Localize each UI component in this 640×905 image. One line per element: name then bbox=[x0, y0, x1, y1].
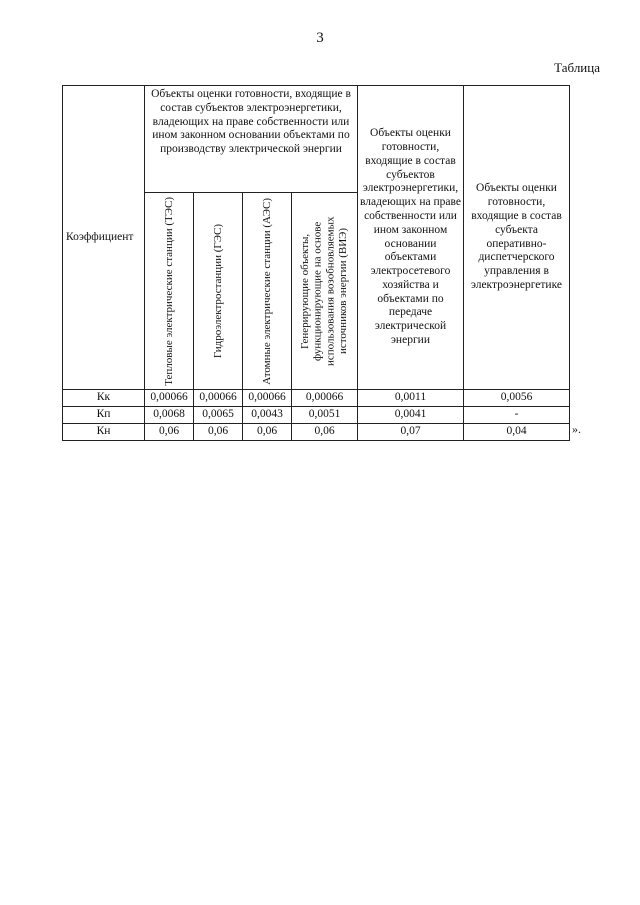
table-cell: 0,07 bbox=[358, 424, 464, 441]
table-cell: 0,06 bbox=[292, 424, 358, 441]
dispatch-objects-header: Объекты оценки готовности, входящие в состав субъекта оперативно-диспетчерского управления в электроэнергетике bbox=[464, 86, 570, 390]
table-cell: 0,06 bbox=[194, 424, 243, 441]
grid-objects-header: Объекты оценки готовности, входящие в состав субъектов электроэнергетики, владеющих на праве собственности или ином законном основании объектами электросетевого хозяйства и объектами по передаче электрической энергии bbox=[358, 86, 464, 390]
subheader-vie bbox=[292, 193, 358, 390]
table-row bbox=[63, 424, 570, 441]
table-cell: 0,00066 bbox=[194, 390, 243, 407]
table-cell: 0,0051 bbox=[292, 407, 358, 424]
table-cell: 0,00066 bbox=[145, 390, 194, 407]
generation-group-header: Объекты оценки готовности, входящие в состав субъектов электроэнергетики, владеющих на праве собственности или ином законном основании объектами по производству электрической энергии bbox=[145, 86, 358, 193]
table-cell: 0,04 bbox=[464, 424, 570, 441]
table-cell: 0,00066 bbox=[243, 390, 292, 407]
table-cell: 0,06 bbox=[243, 424, 292, 441]
table-cell: 0,0011 bbox=[358, 390, 464, 407]
row-label: Кп bbox=[63, 407, 145, 424]
subheader-tes bbox=[145, 193, 194, 390]
table-cell: 0,00066 bbox=[292, 390, 358, 407]
table-cell: - bbox=[464, 407, 570, 424]
subheader-ges bbox=[194, 193, 243, 390]
table-label: Таблица bbox=[554, 60, 600, 75]
table-cell: 0,0041 bbox=[358, 407, 464, 424]
table-row bbox=[63, 407, 570, 424]
subheader-aes-text: Атомные электрические станции (АЭС) bbox=[260, 197, 273, 385]
closing-quote: ». bbox=[572, 422, 581, 436]
coefficients-table bbox=[62, 85, 570, 441]
table-cell: 0,06 bbox=[145, 424, 194, 441]
table-cell: 0,0056 bbox=[464, 390, 570, 407]
table-cell: 0,0065 bbox=[194, 407, 243, 424]
subheader-ges-text: Гидроэлектростанции (ГЭС) bbox=[211, 223, 224, 359]
table-cell: 0,0068 bbox=[145, 407, 194, 424]
table-row bbox=[63, 390, 570, 407]
row-label: Кк bbox=[63, 390, 145, 407]
table-cell: 0,0043 bbox=[243, 407, 292, 424]
subheader-vie-text: Генерирующие объекты, функционирующие на основе использования возобновляемых источников энергии (ВИЭ) bbox=[299, 216, 350, 366]
subheader-tes-text: Тепловые электрические станции (ТЭС) bbox=[162, 196, 175, 386]
page-number: 3 bbox=[316, 30, 324, 46]
row-label: Кн bbox=[63, 424, 145, 441]
coefficient-header: Коэффициент bbox=[63, 86, 145, 390]
subheader-aes bbox=[243, 193, 292, 390]
